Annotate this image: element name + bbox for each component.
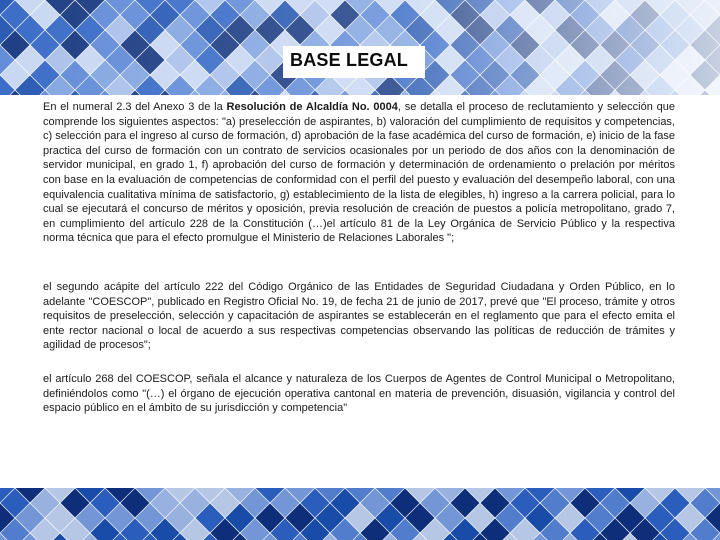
paragraph-text-before: En el numeral 2.3 del Anexo 3 de la bbox=[43, 101, 227, 113]
resolution-reference: Resolución de Alcaldía No. 0004 bbox=[226, 101, 398, 113]
footer-decorative-band bbox=[0, 488, 720, 540]
paragraph-resolucion bbox=[43, 100, 675, 246]
slide-title: BASE LEGAL bbox=[290, 50, 409, 70]
paragraph-coescop-268: el artículo 268 del COESCOP, señala el alcance y naturaleza de los Cuerpos de Agentes de Control Municipal o Metropolitano, definiéndolos como "(…) el órgano de ejecución operativa cantonal en materia de prevención, disuasión, vigilancia y control del espacio público en el ámbito de su jurisdicción y competencia" bbox=[43, 373, 675, 415]
paragraph-text-after: , se detalla el proceso de reclutamiento y selección que comprende los siguientes aspectos: "a) preselección de aspirantes, b) valoración del cumplimiento de requisitos y competencias, c) selección para el ingreso al curso de formación, d) aprobación de la fase académica del curso de formación, e) inicio de la fase practica del curso de formación con un contrato de servicios ocasionales por un periodo de dos años con la denominación de servidor municipal, en grado 1, f) aprobación del curso de formación y determinación de ordenamiento o prelación por méritos con base en la evaluación de competencias de conformidad con el perfil del puesto y evaluación del desempeño laboral, con una equivalencia cualitativa mínima de satisfactorio, g) establecimiento de la lista de elegibles, h) ingreso a la carrera policial, para lo cual se ejecutará el concurso de méritos y oposición, previa resolución de creación de puestos a policía metropolitano, grado 7, en cumplimiento del artículo 228 de la Constitución (…)el artículo 81 de la Ley Orgánica de Servicio Público y la respectiva norma técnica que para el efecto promulgue el Ministerio de Relaciones Laborales "; bbox=[43, 101, 675, 245]
footer-pattern-graphic bbox=[0, 488, 720, 540]
content-panel bbox=[35, 95, 685, 485]
paragraph-coescop-222: el segundo acápite del artículo 222 del Código Orgánico de las Entidades de Seguridad Ciudadana y Orden Público, en lo adelante "COESCOP", publicado en Registro Oficial No. 19, de fecha 21 de junio de 2017, prevé que "El proceso, trámite y otros requisitos de preselección, selección y capacitación de aspirantes se establecerán en el reglamento que para el efecto emita el ente rector nacional o local de acuerdo a sus respectivas competencias observando las políticas de reducción de trámites y agilidad de procesos"; bbox=[43, 281, 675, 352]
